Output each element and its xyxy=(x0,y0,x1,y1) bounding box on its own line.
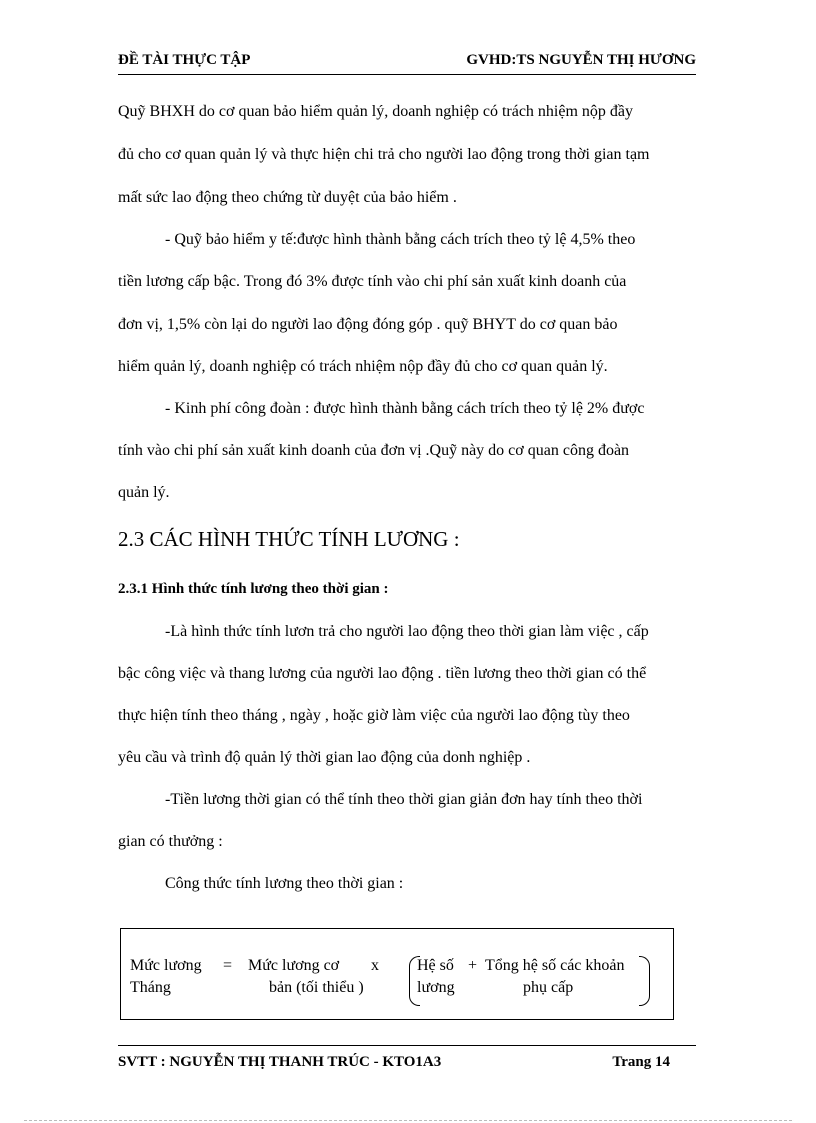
salary-formula-box xyxy=(120,928,674,1020)
footer-student: SVTT : NGUYỄN THỊ THANH TRÚC - KTO1A3 xyxy=(118,1054,442,1070)
body-line: tiền lương cấp bậc. Trong đó 3% được tính vào chi phí sản xuất kinh doanh của xyxy=(118,273,627,290)
body-line: -Tiền lương thời gian có thể tính theo thời gian giản đơn hay tính theo thời xyxy=(165,791,643,808)
formula-base-line2: bản (tối thiểu ) xyxy=(269,979,364,996)
body-line: gian có thưởng : xyxy=(118,833,223,850)
body-line: đơn vị, 1,5% còn lại do người lao động đóng góp . quỹ BHYT do cơ quan bảo xyxy=(118,316,618,333)
body-line: đủ cho cơ quan quản lý và thực hiện chi trả cho người lao động trong thời gian tạm xyxy=(118,146,650,163)
page-footer xyxy=(118,1045,696,1086)
formula-equals: = xyxy=(223,957,233,974)
body-line: thực hiện tính theo tháng , ngày , hoặc giờ làm việc của người lao động tùy theo xyxy=(118,707,630,724)
section-heading: 2.3 CÁC HÌNH THỨC TÍNH LƯƠNG : xyxy=(118,527,460,551)
subsection-heading: 2.3.1 Hình thức tính lương theo thời gian : xyxy=(118,581,389,597)
bullet-union-fee: - Kinh phí công đoàn : được hình thành bằng cách trích theo tỷ lệ 2% được xyxy=(165,400,645,417)
page-edge-divider xyxy=(24,1120,792,1121)
footer-page-number: Trang 14 xyxy=(612,1054,670,1070)
header-supervisor: GVHD:TS NGUYỄN THỊ HƯƠNG xyxy=(466,52,696,68)
formula-allowance-line1: Tổng hệ số các khoản xyxy=(485,957,625,974)
page-header xyxy=(118,50,696,75)
formula-lhs-line2: Tháng xyxy=(130,979,171,996)
formula-lhs-line1: Mức lương xyxy=(130,957,202,974)
formula-allowance-line2: phụ cấp xyxy=(523,979,574,996)
right-parenthesis xyxy=(639,956,650,1006)
formula-plus: + xyxy=(468,957,478,974)
body-line: -Là hình thức tính lươn trả cho người lao động theo thời gian làm việc , cấp xyxy=(165,623,649,640)
formula-coef-line2: lương xyxy=(417,979,455,996)
body-line: bậc công việc và thang lương của người lao động . tiền lương theo thời gian có thể xyxy=(118,665,647,682)
body-line: hiểm quản lý, doanh nghiệp có trách nhiệm nộp đầy đủ cho cơ quan quản lý. xyxy=(118,358,608,375)
body-line: yêu cầu và trình độ quản lý thời gian lao động của donh nghiệp . xyxy=(118,749,531,766)
formula-intro: Công thức tính lương theo thời gian : xyxy=(165,875,404,892)
formula-times: x xyxy=(371,957,379,974)
body-line: tính vào chi phí sản xuất kinh doanh của đơn vị .Quỹ này do cơ quan công đoàn xyxy=(118,442,630,459)
body-line: mất sức lao động theo chứng từ duyệt của bảo hiểm . xyxy=(118,189,457,206)
header-title: ĐỀ TÀI THỰC TẬP xyxy=(118,52,251,68)
formula-base-line1: Mức lương cơ xyxy=(248,957,340,974)
body-line: Quỹ BHXH do cơ quan bảo hiểm quản lý, doanh nghiệp có trách nhiệm nộp đầy xyxy=(118,103,634,120)
bullet-health-insurance: - Quỹ bảo hiểm y tế:được hình thành bằng cách trích theo tỷ lệ 4,5% theo xyxy=(165,231,636,248)
body-line: quản lý. xyxy=(118,484,170,501)
formula-coef-line1: Hệ số xyxy=(417,957,454,974)
